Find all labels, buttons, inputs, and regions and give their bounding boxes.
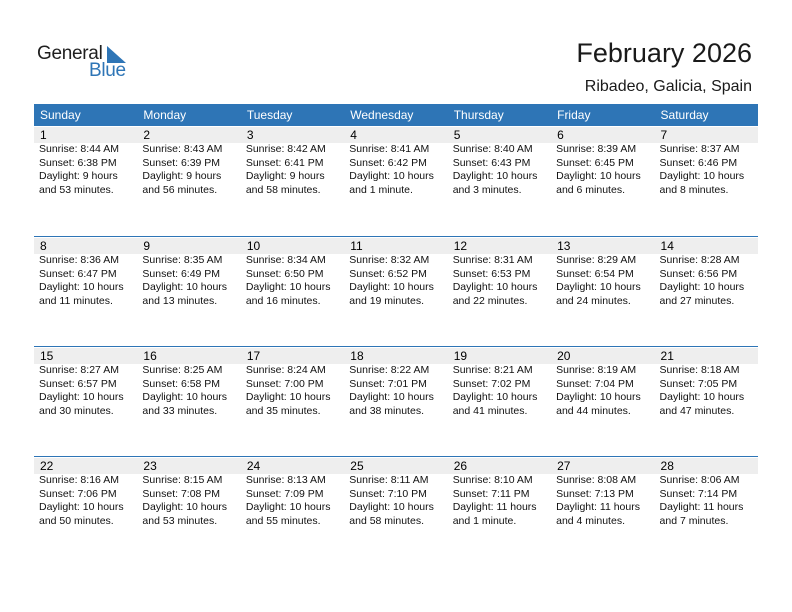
day-number: 1	[34, 127, 137, 143]
daylight-minutes-text: and 33 minutes.	[142, 404, 218, 417]
day-cell	[137, 457, 240, 567]
daylight-text: Daylight: 9 hours	[39, 170, 118, 182]
daylight-text: Daylight: 10 hours	[245, 501, 331, 513]
day-number: 23	[137, 458, 240, 474]
week-row	[34, 126, 758, 236]
daylight-minutes-text: and 27 minutes.	[659, 294, 735, 307]
day-number: 16	[137, 348, 240, 364]
day-cell	[655, 126, 758, 236]
day-cell	[34, 457, 137, 567]
sunset-text: Sunset: 6:54 PM	[556, 267, 634, 280]
sunrise-text: Sunrise: 8:21 AM	[452, 364, 533, 376]
daylight-minutes-text: and 53 minutes.	[142, 514, 218, 527]
sunrise-text: Sunrise: 8:36 AM	[39, 254, 119, 266]
daylight-text: Daylight: 10 hours	[39, 501, 124, 513]
daylight-minutes-text: and 19 minutes.	[349, 294, 424, 307]
daylight-text: Daylight: 10 hours	[142, 391, 228, 403]
daylight-text: Daylight: 11 hours	[556, 501, 640, 513]
day-cell	[551, 126, 654, 236]
daylight-minutes-text: and 11 minutes.	[39, 294, 113, 307]
logo-text-general: General	[37, 43, 103, 64]
sunset-text: Sunset: 6:47 PM	[39, 267, 117, 280]
daylight-minutes-text: and 44 minutes.	[556, 404, 631, 417]
day-cell	[241, 347, 344, 457]
daylight-text: Daylight: 10 hours	[556, 170, 641, 182]
daylight-text: Daylight: 10 hours	[659, 391, 745, 403]
sunset-text: Sunset: 7:11 PM	[452, 487, 530, 500]
daylight-minutes-text: and 47 minutes.	[659, 404, 735, 417]
daylight-minutes-text: and 58 minutes.	[245, 183, 321, 196]
weekday-tuesday: Tuesday	[246, 108, 293, 122]
weekday-header	[34, 104, 758, 126]
daylight-minutes-text: and 8 minutes.	[659, 183, 729, 196]
sunrise-text: Sunrise: 8:41 AM	[349, 143, 430, 155]
daylight-text: Daylight: 10 hours	[142, 281, 228, 293]
sunset-text: Sunset: 7:08 PM	[142, 487, 221, 500]
day-cell	[551, 347, 654, 457]
daylight-minutes-text: and 4 minutes.	[556, 514, 625, 527]
day-cell	[344, 237, 447, 347]
sunrise-text: Sunrise: 8:24 AM	[245, 364, 326, 376]
sunset-text: Sunset: 6:50 PM	[245, 267, 324, 280]
daylight-minutes-text: and 35 minutes.	[245, 404, 321, 417]
sunset-text: Sunset: 7:05 PM	[659, 377, 738, 390]
daylight-text: Daylight: 10 hours	[245, 391, 331, 403]
daylight-text: Daylight: 10 hours	[245, 281, 331, 293]
daylight-text: Daylight: 10 hours	[142, 501, 228, 513]
sunset-text: Sunset: 6:43 PM	[452, 156, 531, 169]
daylight-text: Daylight: 10 hours	[452, 391, 538, 403]
day-cell	[137, 347, 240, 457]
daylight-text: Daylight: 10 hours	[349, 501, 434, 513]
calendar-location: Ribadeo, Galicia, Spain	[584, 78, 752, 95]
sunrise-text: Sunrise: 8:37 AM	[659, 143, 740, 155]
daylight-minutes-text: and 24 minutes.	[556, 294, 631, 307]
day-cell	[448, 457, 551, 567]
day-cell	[241, 237, 344, 347]
day-cell	[241, 457, 344, 567]
daylight-minutes-text: and 41 minutes.	[452, 404, 528, 417]
sunset-text: Sunset: 6:57 PM	[39, 377, 117, 390]
daylight-text: Daylight: 10 hours	[39, 391, 124, 403]
day-number: 2	[137, 127, 240, 143]
logo-text-blue: Blue	[89, 60, 126, 81]
day-cell	[655, 237, 758, 347]
daylight-text: Daylight: 10 hours	[659, 281, 745, 293]
sunrise-text: Sunrise: 8:39 AM	[556, 143, 637, 155]
daylight-minutes-text: and 53 minutes.	[39, 183, 114, 196]
daylight-minutes-text: and 3 minutes.	[452, 183, 522, 196]
day-number: 3	[241, 127, 344, 143]
daylight-text: Daylight: 11 hours	[659, 501, 744, 513]
sunrise-text: Sunrise: 8:34 AM	[245, 254, 326, 266]
day-number: 8	[34, 238, 137, 254]
day-cell	[34, 237, 137, 347]
sunrise-text: Sunrise: 8:31 AM	[452, 254, 533, 266]
day-number: 12	[448, 238, 551, 254]
sunrise-text: Sunrise: 8:40 AM	[452, 143, 533, 155]
sunset-text: Sunset: 6:42 PM	[349, 156, 427, 169]
day-number: 14	[655, 238, 758, 254]
day-number: 10	[241, 238, 344, 254]
sunset-text: Sunset: 7:04 PM	[556, 377, 634, 390]
day-cell	[448, 347, 551, 457]
day-cell	[34, 126, 137, 236]
sunrise-text: Sunrise: 8:29 AM	[556, 254, 637, 266]
week-row	[34, 346, 758, 457]
day-number: 20	[551, 348, 654, 364]
weekday-thursday: Thursday	[453, 108, 504, 122]
day-cell	[448, 126, 551, 236]
day-number: 7	[655, 127, 758, 143]
sunrise-text: Sunrise: 8:18 AM	[659, 364, 740, 376]
sunrise-text: Sunrise: 8:28 AM	[659, 254, 740, 266]
sunrise-text: Sunrise: 8:44 AM	[39, 143, 119, 155]
sunset-text: Sunset: 6:45 PM	[556, 156, 634, 169]
day-number: 27	[551, 458, 654, 474]
day-cell	[551, 457, 654, 567]
sunrise-text: Sunrise: 8:42 AM	[245, 143, 326, 155]
day-cell	[241, 126, 344, 236]
daylight-minutes-text: and 7 minutes.	[659, 514, 729, 527]
daylight-minutes-text: and 30 minutes.	[39, 404, 114, 417]
day-cell	[344, 347, 447, 457]
sunrise-text: Sunrise: 8:15 AM	[142, 474, 223, 486]
daylight-minutes-text: and 1 minute.	[452, 514, 517, 527]
sunset-text: Sunset: 6:46 PM	[659, 156, 738, 169]
sunset-text: Sunset: 6:58 PM	[142, 377, 221, 390]
week-row	[34, 236, 758, 347]
daylight-text: Daylight: 10 hours	[452, 170, 538, 182]
sunrise-text: Sunrise: 8:10 AM	[452, 474, 533, 486]
daylight-text: Daylight: 9 hours	[142, 170, 222, 182]
sunset-text: Sunset: 7:14 PM	[659, 487, 738, 500]
sunrise-text: Sunrise: 8:22 AM	[349, 364, 430, 376]
day-number: 17	[241, 348, 344, 364]
week-row	[34, 456, 758, 567]
sunrise-text: Sunrise: 8:32 AM	[349, 254, 430, 266]
daylight-minutes-text: and 55 minutes.	[245, 514, 321, 527]
sunrise-text: Sunrise: 8:43 AM	[142, 143, 223, 155]
calendar-title: February 2026	[576, 38, 752, 68]
day-number: 19	[448, 348, 551, 364]
day-number: 18	[344, 348, 447, 364]
daylight-text: Daylight: 10 hours	[556, 391, 641, 403]
sunset-text: Sunset: 6:53 PM	[452, 267, 531, 280]
daylight-minutes-text: and 6 minutes.	[556, 183, 625, 196]
day-cell	[34, 347, 137, 457]
sunset-text: Sunset: 6:52 PM	[349, 267, 427, 280]
day-number: 5	[448, 127, 551, 143]
day-number: 26	[448, 458, 551, 474]
sunrise-text: Sunrise: 8:35 AM	[142, 254, 223, 266]
daylight-minutes-text: and 22 minutes.	[452, 294, 528, 307]
daylight-minutes-text: and 38 minutes.	[349, 404, 424, 417]
daylight-minutes-text: and 16 minutes.	[245, 294, 321, 307]
daylight-minutes-text: and 58 minutes.	[349, 514, 424, 527]
day-cell	[344, 126, 447, 236]
sunset-text: Sunset: 7:10 PM	[349, 487, 427, 500]
day-number: 13	[551, 238, 654, 254]
daylight-text: Daylight: 10 hours	[39, 281, 124, 293]
daylight-text: Daylight: 11 hours	[452, 501, 537, 513]
sunset-text: Sunset: 7:13 PM	[556, 487, 634, 500]
sunrise-text: Sunrise: 8:25 AM	[142, 364, 223, 376]
logo	[37, 43, 137, 83]
sunset-text: Sunset: 7:02 PM	[452, 377, 531, 390]
sunset-text: Sunset: 6:41 PM	[245, 156, 324, 169]
day-cell	[448, 237, 551, 347]
day-number: 28	[655, 458, 758, 474]
day-cell	[137, 237, 240, 347]
sunrise-text: Sunrise: 8:27 AM	[39, 364, 119, 376]
day-cell	[655, 347, 758, 457]
day-cell	[551, 237, 654, 347]
day-number: 24	[241, 458, 344, 474]
weekday-wednesday: Wednesday	[350, 108, 414, 122]
day-number: 11	[344, 238, 447, 254]
day-number: 25	[344, 458, 447, 474]
daylight-text: Daylight: 10 hours	[349, 170, 434, 182]
day-cell	[137, 126, 240, 236]
sunset-text: Sunset: 7:01 PM	[349, 377, 427, 390]
day-number: 15	[34, 348, 137, 364]
sunset-text: Sunset: 6:38 PM	[39, 156, 117, 169]
sunrise-text: Sunrise: 8:11 AM	[349, 474, 429, 486]
sunset-text: Sunset: 6:39 PM	[142, 156, 221, 169]
daylight-minutes-text: and 50 minutes.	[39, 514, 114, 527]
sunset-text: Sunset: 6:56 PM	[659, 267, 738, 280]
sunrise-text: Sunrise: 8:19 AM	[556, 364, 637, 376]
day-cell	[344, 457, 447, 567]
sunset-text: Sunset: 7:06 PM	[39, 487, 117, 500]
daylight-text: Daylight: 10 hours	[556, 281, 641, 293]
sunrise-text: Sunrise: 8:16 AM	[39, 474, 119, 486]
day-cell	[655, 457, 758, 567]
daylight-text: Daylight: 10 hours	[349, 391, 434, 403]
day-number: 21	[655, 348, 758, 364]
sunrise-text: Sunrise: 8:13 AM	[245, 474, 326, 486]
daylight-minutes-text: and 13 minutes.	[142, 294, 218, 307]
sunrise-text: Sunrise: 8:06 AM	[659, 474, 740, 486]
weekday-saturday: Saturday	[660, 108, 709, 122]
sunrise-text: Sunrise: 8:08 AM	[556, 474, 637, 486]
weekday-friday: Friday	[557, 108, 591, 122]
weekday-sunday: Sunday	[40, 108, 81, 122]
daylight-text: Daylight: 10 hours	[349, 281, 434, 293]
daylight-minutes-text: and 1 minute.	[349, 183, 413, 196]
day-number: 9	[137, 238, 240, 254]
daylight-text: Daylight: 9 hours	[245, 170, 325, 182]
day-number: 22	[34, 458, 137, 474]
day-number: 4	[344, 127, 447, 143]
day-number: 6	[551, 127, 654, 143]
sunset-text: Sunset: 6:49 PM	[142, 267, 221, 280]
daylight-text: Daylight: 10 hours	[452, 281, 538, 293]
weekday-monday: Monday	[143, 108, 187, 122]
daylight-text: Daylight: 10 hours	[659, 170, 745, 182]
daylight-minutes-text: and 56 minutes.	[142, 183, 218, 196]
sunset-text: Sunset: 7:00 PM	[245, 377, 324, 390]
sunset-text: Sunset: 7:09 PM	[245, 487, 324, 500]
